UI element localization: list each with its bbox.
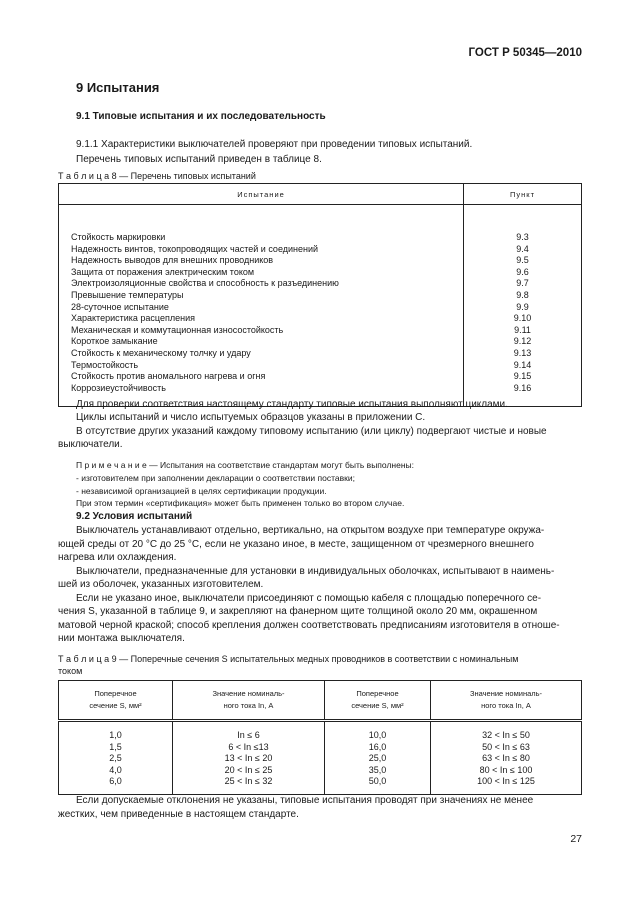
table9-cell: 10,0 [368, 730, 387, 740]
document-header: ГОСТ Р 50345—2010 [468, 47, 582, 59]
table8-row-name: Надежность винтов, токопроводящих частей и соединений [71, 243, 319, 254]
paragraph-cable-line: Если не указано иное, выключатели присоединяют с помощью кабеля с площадью поперечного се- [76, 593, 542, 604]
paragraph-cable-line: матовой черной краской; способ крепления должен соответствовать предписаниям изготовителя в отноше- [58, 620, 560, 631]
table8-row-name: Электроизоляционные свойства и способность к разъединению [71, 278, 339, 289]
subsection-title-9-1: 9.1 Типовые испытания и их последовательность [76, 111, 326, 122]
table9-col-s2 [325, 721, 431, 795]
table8-row-name: Стойкость против аномального нагрева и огня [71, 371, 266, 382]
paragraph-cond-line: нагрева или охлаждения. [58, 552, 177, 563]
page-number: 27 [570, 833, 582, 845]
table9-cell: In ≤ 6 [237, 730, 260, 740]
table8-row-clause: 9.10 [513, 313, 532, 324]
table8-row-name: Защита от поражения электрическим током [71, 266, 255, 277]
table8-clause-column [464, 205, 582, 407]
table8-row-name: Стойкость к механическому толчку и удару [71, 347, 251, 358]
table8-row-clause: 9.16 [513, 382, 532, 393]
table8-row-name: 28-суточное испытание [71, 301, 169, 312]
table8-row-clause: 9.9 [516, 301, 529, 312]
table8-row-clause: 9.13 [513, 347, 532, 358]
paragraph-list-ref: Перечень типовых испытаний приведен в таблице 8. [76, 154, 322, 165]
subsection-title-9-2: 9.2 Условия испытаний [76, 511, 193, 522]
paragraph-9-1-1: 9.1.1 Характеристики выключателей проверяют при проведении типовых испытаний. [76, 139, 473, 150]
table9-cell: 80 < In ≤ 100 [479, 764, 533, 775]
table8 [58, 183, 582, 407]
table9-cell: 20 < In ≤ 25 [224, 764, 273, 775]
table8-row-clause: 9.14 [513, 359, 532, 370]
table9-col-i2 [431, 721, 582, 795]
table8-row-name: Стойкость маркировки [71, 232, 166, 242]
table9-cell: 25 < In ≤ 32 [224, 776, 273, 787]
table8-row-name: Характеристика расцепления [71, 313, 195, 324]
table9-cell: 13 < In ≤ 20 [224, 753, 273, 764]
table8-row-name: Термостойкость [71, 359, 139, 370]
table9-cell: 100 < In ≤ 125 [477, 776, 535, 787]
table9-col-s1 [59, 721, 173, 795]
note-title: П р и м е ч а н и е — Испытания на соответствие стандартам могут быть выполнены: [76, 460, 414, 470]
table8-header-clause: Пункт [464, 184, 582, 205]
table9-cell: 50 < In ≤ 63 [482, 741, 530, 752]
table8-row-clause: 9.5 [516, 255, 529, 266]
table8-row-name: Коррозиеустойчивость [71, 382, 166, 393]
table9-cell: 6 < In ≤13 [228, 741, 269, 752]
table8-caption: Т а б л и ц а 8 — Перечень типовых испытаний [58, 171, 256, 181]
paragraph-indiv-line: Выключатели, предназначенные для установки в индивидуальных оболочках, испытывают в наимень- [76, 566, 555, 577]
table8-row-clause: 9.12 [513, 336, 532, 347]
paragraph-cond-line: ющей среды от 20 °С до 25 °С, если не указано иное, в месте, защищенном от чрезмерного внешнего [58, 539, 534, 550]
table9-caption-2: током [58, 666, 83, 676]
table8-row-clause: 9.3 [516, 232, 529, 242]
table8-row-clause: 9.8 [516, 289, 529, 300]
table8-row-name: Короткое замыкание [71, 336, 158, 347]
table9-cell: 35,0 [368, 764, 387, 775]
table9-header-i2: Значение номиналь- ного тока In, А [431, 681, 582, 721]
table9-col-i1 [173, 721, 325, 795]
table9-cell: 25,0 [368, 753, 387, 764]
paragraph-indiv-line: шей из оболочек, указанных изготовителем. [58, 579, 264, 590]
paragraph-cable-line: чения S, указанной в таблице 9, и закрепляют на фанерном щите толщиной около 20 мм, окрашенном [58, 606, 538, 617]
table9-header-s2: Поперечное сечение S, мм² [325, 681, 431, 721]
paragraph-tolerance-1: Если допускаемые отклонения не указаны, типовые испытания проводят при значениях не менее [76, 795, 534, 806]
paragraph-clean-1: В отсутствие других указаний каждому типовому испытанию (или циклу) подвергают чистые и новые [76, 426, 547, 437]
paragraph-cycles: Для проверки соответствия настоящему стандарту типовые испытания выполняют циклами. [76, 399, 508, 410]
paragraph-clean-2: выключатели. [58, 439, 123, 450]
paragraph-tolerance-2: жестких, чем приведенные в настоящем стандарте. [58, 809, 299, 820]
table9-caption-1: Т а б л и ц а 9 — Поперечные сечения S испытательных медных проводников в соответствии с номинальным [58, 654, 519, 664]
table8-row-name: Превышение температуры [71, 289, 184, 300]
note-tail: При этом термин «сертификация» может быть применен только во втором случае. [76, 498, 405, 508]
table8-row-name: Надежность выводов для внешних проводников [71, 255, 274, 266]
table9 [58, 680, 582, 795]
paragraph-cond-line: Выключатель устанавливают отдельно, вертикально, на открытом воздухе при температуре окружа- [76, 525, 545, 536]
table9-cell: 32 < In ≤ 50 [482, 730, 530, 740]
paragraph-annex: Циклы испытаний и число испытуемых образцов указаны в приложении С. [76, 412, 426, 423]
table9-cell: 4,0 [109, 764, 122, 775]
table9-cell: 16,0 [368, 741, 387, 752]
table9-cell: 1,0 [109, 730, 122, 740]
table9-cell: 50,0 [368, 776, 387, 787]
table8-row-name: Механическая и коммутационная износостойкость [71, 324, 284, 335]
paragraph-cable-line: нии монтажа выключателя. [58, 633, 185, 644]
table8-row-clause: 9.6 [516, 266, 529, 277]
note-item: - изготовителем при заполнении декларации о соответствии поставки; [76, 473, 355, 483]
table8-row-clause: 9.11 [514, 324, 531, 335]
table8-row-clause: 9.4 [516, 243, 529, 254]
table9-cell: 2,5 [109, 753, 122, 764]
note-item: - независимой организацией в целях сертификации продукции. [76, 486, 327, 496]
table9-header-i1: Значение номиналь- ного тока In, А [173, 681, 325, 721]
table9-cell: 6,0 [109, 776, 122, 787]
section-title: 9 Испытания [76, 80, 160, 95]
table9-header-s1: Поперечное сечение S, мм² [59, 681, 173, 721]
table9-cell: 1,5 [109, 741, 122, 752]
table8-row-clause: 9.15 [513, 371, 532, 382]
table8-row-clause: 9.7 [516, 278, 529, 289]
table8-names-column [59, 205, 464, 407]
table9-cell: 63 < In ≤ 80 [482, 753, 530, 764]
table8-header-test: Испытание [59, 184, 464, 205]
